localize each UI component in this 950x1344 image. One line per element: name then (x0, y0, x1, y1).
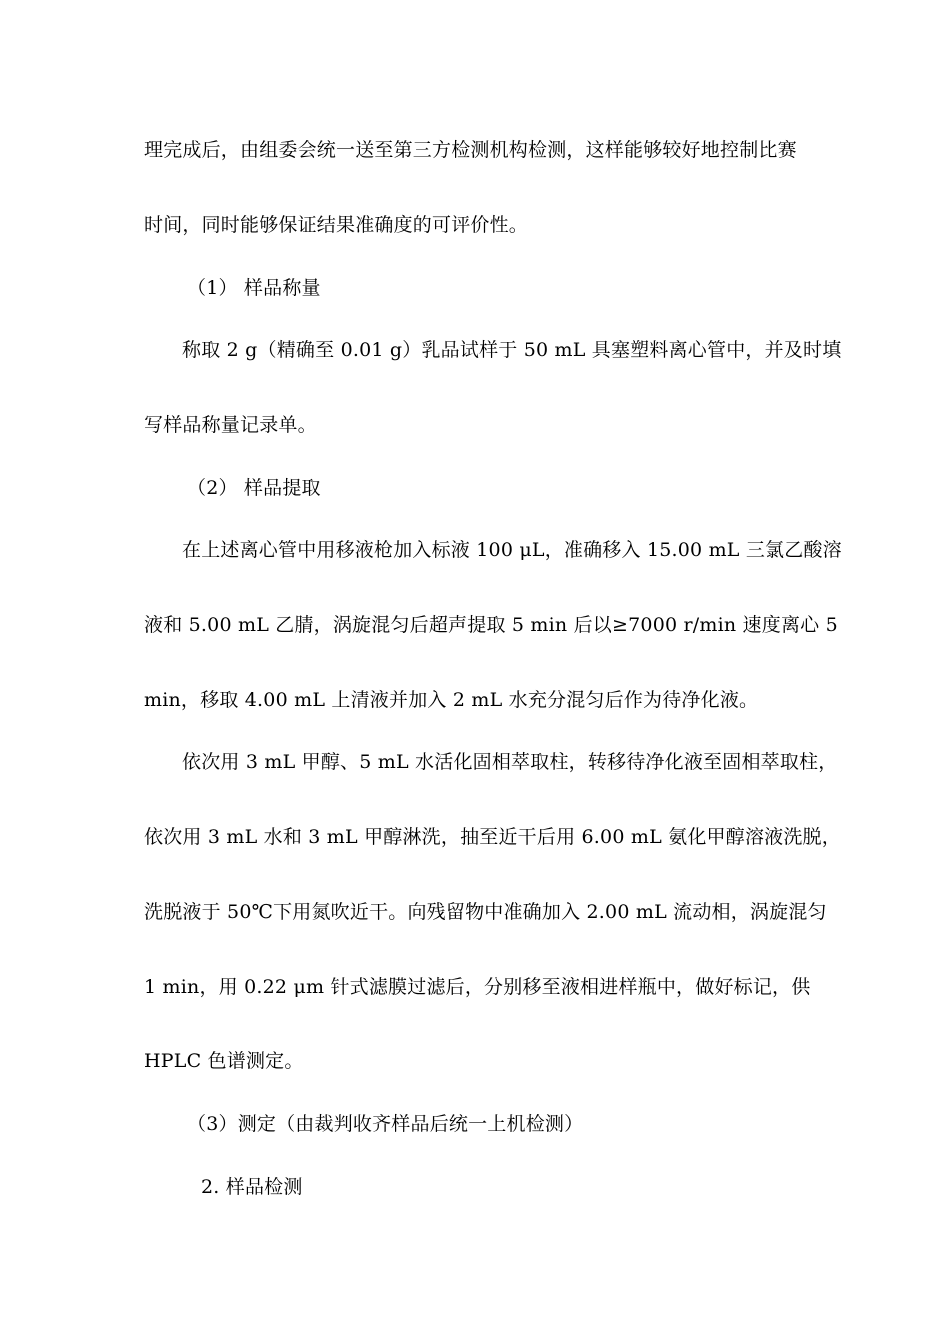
body-text-line: 写样品称量记录单。 (144, 414, 317, 436)
body-text-line: 在上述离心管中用移液枪加入标液 100 μL，准确移入 15.00 mL 三氯乙酸溶 (182, 539, 842, 561)
body-text-line: 液和 5.00 mL 乙腈，涡旋混匀后超声提取 5 min 后以≥7000 r/min 速度离心 5 (144, 614, 838, 636)
body-text-line: 洗脱液于 50℃下用氮吹近干。向残留物中准确加入 2.00 mL 流动相，涡旋混匀 (144, 901, 827, 923)
body-text-line: 1 min，用 0.22 μm 针式滤膜过滤后，分别移至液相进样瓶中，做好标记，供 (144, 976, 811, 998)
body-text-line: HPLC 色谱测定。 (144, 1050, 304, 1072)
body-text-line: 依次用 3 mL 甲醇、5 mL 水活化固相萃取柱，转移待净化液至固相萃取柱， (182, 751, 838, 773)
body-text-line: 称取 2 g（精确至 0.01 g）乳品试样于 50 mL 具塞塑料离心管中，并及时填 (182, 339, 842, 361)
body-text-line: min，移取 4.00 mL 上清液并加入 2 mL 水充分混匀后作为待净化液。 (144, 689, 759, 711)
section-heading: （1） 样品称量 (187, 277, 321, 299)
section-heading: （2） 样品提取 (187, 477, 321, 499)
body-text-line: 理完成后，由组委会统一送至第三方检测机构检测，这样能够较好地控制比赛 (144, 139, 797, 161)
section-heading: 2. 样品检测 (201, 1176, 303, 1198)
body-text-line: 依次用 3 mL 水和 3 mL 甲醇淋洗，抽至近干后用 6.00 mL 氨化甲醇溶液洗脱， (144, 826, 841, 848)
body-text-line: 时间，同时能够保证结果准确度的可评价性。 (144, 214, 529, 236)
section-heading: （3）测定（由裁判收齐样品后统一上机检测） (187, 1113, 584, 1135)
